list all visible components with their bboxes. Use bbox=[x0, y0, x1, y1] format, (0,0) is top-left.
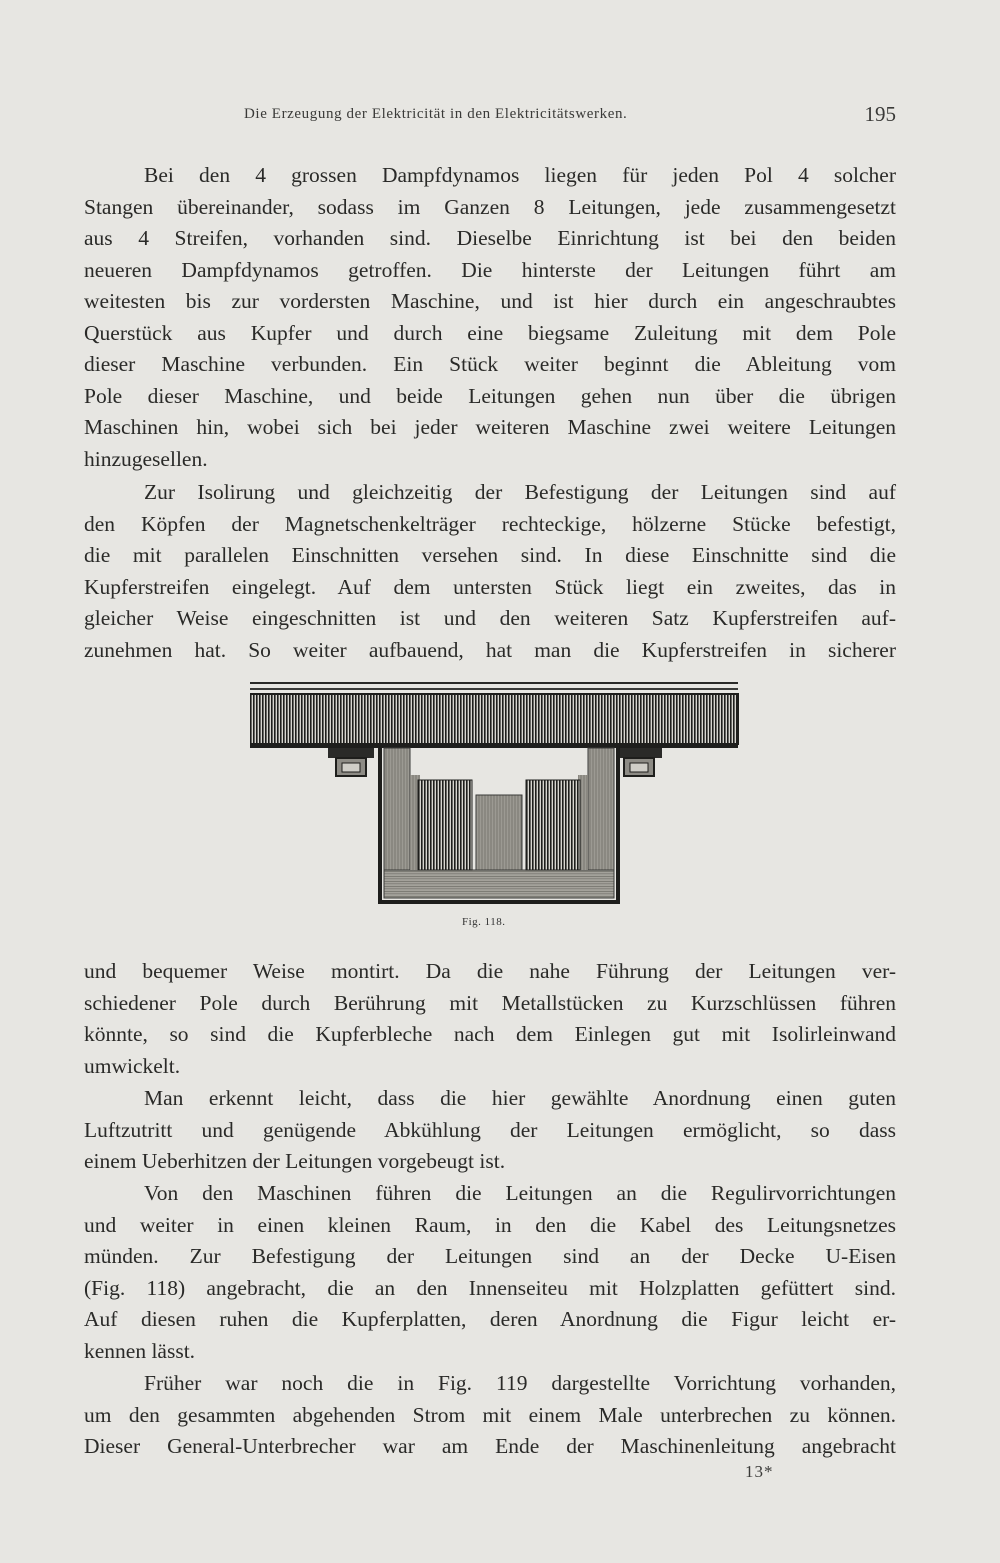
text-line: weitesten bis zur vordersten Maschine, und ist hier durch ein angeschraubtes bbox=[84, 289, 896, 313]
text-line: kennen lässt. bbox=[84, 1338, 196, 1363]
figure-118-illustration bbox=[250, 680, 740, 930]
text-line: Von den Maschinen führen die Leitungen an die Regulirvorrichtungen bbox=[144, 1181, 896, 1205]
text-line: Zur Isolirung und gleichzeitig der Befestigung der Leitungen sind auf bbox=[144, 480, 896, 504]
text-line: Maschinen hin, wobei sich bei jeder weiteren Maschine zwei weitere Leitungen bbox=[84, 415, 896, 439]
text-line: Stangen übereinander, sodass im Ganzen 8 Leitungen, jede zusammengesetzt bbox=[84, 194, 896, 219]
text-line: und weiter in einen kleinen Raum, in den die Kabel des Leitungsnetzes bbox=[84, 1212, 896, 1237]
signature-mark: 13* bbox=[745, 1462, 774, 1481]
paragraph-3 bbox=[84, 956, 896, 1082]
text-line: könnte, so sind die Kupferbleche nach dem Einlegen gut mit Isolirleinwand bbox=[84, 1022, 896, 1046]
text-line: die mit parallelen Einschnitten versehen sind. In diese Einschnitte sind die bbox=[84, 543, 896, 567]
text-line: Querstück aus Kupfer und durch eine biegsame Zuleitung mit dem Pole bbox=[84, 320, 896, 345]
text-line: einem Ueberhitzen der Leitungen vorgebeugt ist. bbox=[84, 1149, 506, 1173]
text-line: Luftzutritt und genügende Abkühlung der Leitungen ermöglicht, so dass bbox=[84, 1117, 896, 1142]
text-line: umwickelt. bbox=[84, 1053, 181, 1078]
text-line: schiedener Pole durch Berührung mit Metallstücken zu Kurzschlüssen führen bbox=[84, 990, 896, 1015]
page-number: 195 bbox=[864, 102, 896, 126]
page-header bbox=[84, 100, 896, 132]
text-line: dieser Maschine verbunden. Ein Stück weiter beginnt die Ableitung vom bbox=[84, 352, 896, 376]
text-line: Früher war noch die in Fig. 119 dargestellte Vorrichtung vorhanden, bbox=[144, 1371, 896, 1395]
paragraph-4 bbox=[84, 1083, 896, 1178]
text-line: Kupferstreifen eingelegt. Auf dem untersten Stück liegt ein zweites, das in bbox=[84, 574, 896, 599]
text-line: gleicher Weise eingeschnitten ist und den weiteren Satz Kupferstreifen auf- bbox=[84, 606, 896, 630]
text-line: neueren Dampfdynamos getroffen. Die hinterste der Leitungen führt am bbox=[84, 257, 896, 282]
text-line: Dieser General-Unterbrecher war am Ende der Maschinenleitung angebracht bbox=[84, 1434, 896, 1458]
text-line: (Fig. 118) angebracht, die an den Innenseiteu mit Holzplatten gefüttert sind. bbox=[84, 1275, 896, 1300]
paragraph-2 bbox=[84, 477, 896, 666]
paragraph-5 bbox=[84, 1178, 896, 1367]
text-line: Pole dieser Maschine, und beide Leitungen gehen nun über die übrigen bbox=[84, 383, 896, 408]
text-line: Man erkennt leicht, dass die hier gewählte Anordnung einen guten bbox=[144, 1086, 896, 1110]
figure-caption: Fig. 118. bbox=[462, 916, 506, 928]
text-line: hinzugesellen. bbox=[84, 446, 208, 471]
text-line: münden. Zur Befestigung der Leitungen sind an der Decke U-Eisen bbox=[84, 1244, 896, 1268]
paragraph-1 bbox=[84, 160, 896, 475]
text-line: aus 4 Streifen, vorhanden sind. Dieselbe Einrichtung ist bei den beiden bbox=[84, 226, 896, 250]
running-title: Die Erzeugung der Elektricität in den Elektricitätswerken. bbox=[244, 106, 628, 122]
text-line: um den gesammten abgehenden Strom mit einem Male unterbrechen zu können. bbox=[84, 1402, 896, 1427]
text-line: und bequemer Weise montirt. Da die nahe Führung der Leitungen ver- bbox=[84, 959, 896, 983]
text-line: den Köpfen der Magnetschenkelträger rechteckige, hölzerne Stücke befestigt, bbox=[84, 511, 896, 536]
text-line: Bei den 4 grossen Dampfdynamos liegen für jeden Pol 4 solcher bbox=[144, 163, 896, 187]
paragraph-6 bbox=[84, 1368, 896, 1463]
text-line: zunehmen hat. So weiter aufbauend, hat man die Kupferstreifen in sicherer bbox=[84, 637, 896, 662]
text-line: Auf diesen ruhen die Kupferplatten, deren Anordnung die Figur leicht er- bbox=[84, 1307, 896, 1331]
